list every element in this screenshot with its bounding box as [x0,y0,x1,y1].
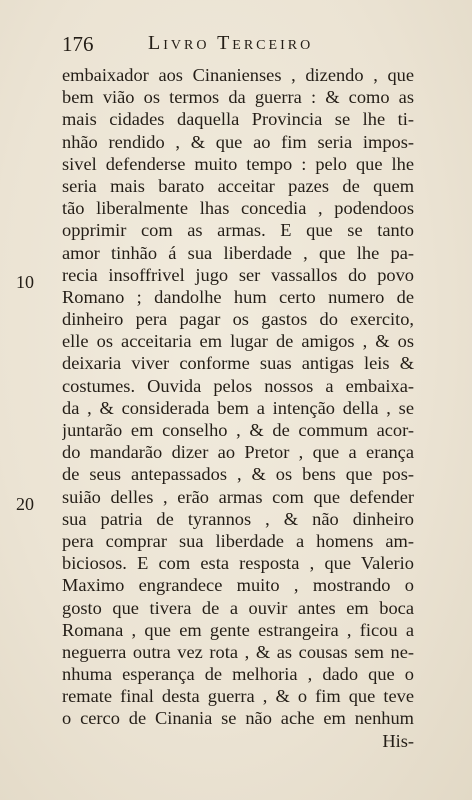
text-line: nhuma esperança de melhoria , dado que o [62,664,414,685]
text-line: dinheiro pera pagar os gastos do exercito, [62,309,414,330]
text-line: recia insoffrivel jugo ser vassallos do povo [62,264,414,285]
catchword: His- [382,730,414,751]
line-number-marker-20: 20 [16,494,34,514]
text-line: suião delles , erão armas com que defender [62,486,414,507]
text-line: mais cidades daquella Provincia se lhe ti- [62,109,414,130]
text-line: deixaria viver conforme suas antigas leis & [62,353,414,374]
text-line: bem vião os termos da guerra : & como as [62,87,414,108]
page-number: 176 [62,32,94,56]
text-line: biciosos. E com esta resposta , que Valerio [62,553,414,574]
text-line: da , & considerada bem a intenção della , se [62,397,414,418]
text-line: tão liberalmente lhas concedia , podendoos [62,198,414,219]
text-line: Romana , que em gente estrangeira , ficou a [62,619,414,640]
body-text [62,64,414,752]
text-line: Maximo engrandece muito , mostrando o [62,575,414,596]
text-line: pera comprar sua liberdade a homens am- [62,530,414,551]
text-line: Romano ; dandolhe hum certo numero de [62,286,414,307]
text-line: nhão rendido , & que ao fim seria impos- [62,131,414,152]
text-line: elle os acceitaria em lugar de amigos , & os [62,331,414,352]
line-number-marker-10: 10 [16,272,34,292]
text-line: opprimir com as armas. E que se tanto [62,220,414,241]
text-line: amor tinhão á sua liberdade , que lhe pa- [62,242,414,263]
text-line: sivel defenderse muito tempo : pelo que lhe [62,153,414,174]
running-title: Livro Terceiro [148,32,314,54]
running-head [62,32,414,58]
text-line: juntarão em conselho , & de commum acor- [62,420,414,440]
text-line: sua patria de tyrannos , & não dinheiro [62,508,414,529]
text-line: embaixador aos Cinanienses , dizendo , que [62,65,414,85]
text-line: gosto que tivera de a ouvir antes em boca [62,597,414,618]
text-line: seria mais barato acceitar pazes de quem [62,175,414,196]
text-line: de seus antepassados , & os bens que pos- [62,464,414,485]
text-line: costumes. Ouvida pelos nossos a embaixa- [62,375,414,396]
text-line: neguerra outra vez rota , & as cousas sem ne- [62,641,414,662]
text-line: o cerco de Cinania se não ache em nenhum [62,708,414,729]
text-line: remate final desta guerra , & o fim que teve [62,686,414,707]
text-line: do mandarão dizer ao Pretor , que a erança [62,442,414,463]
